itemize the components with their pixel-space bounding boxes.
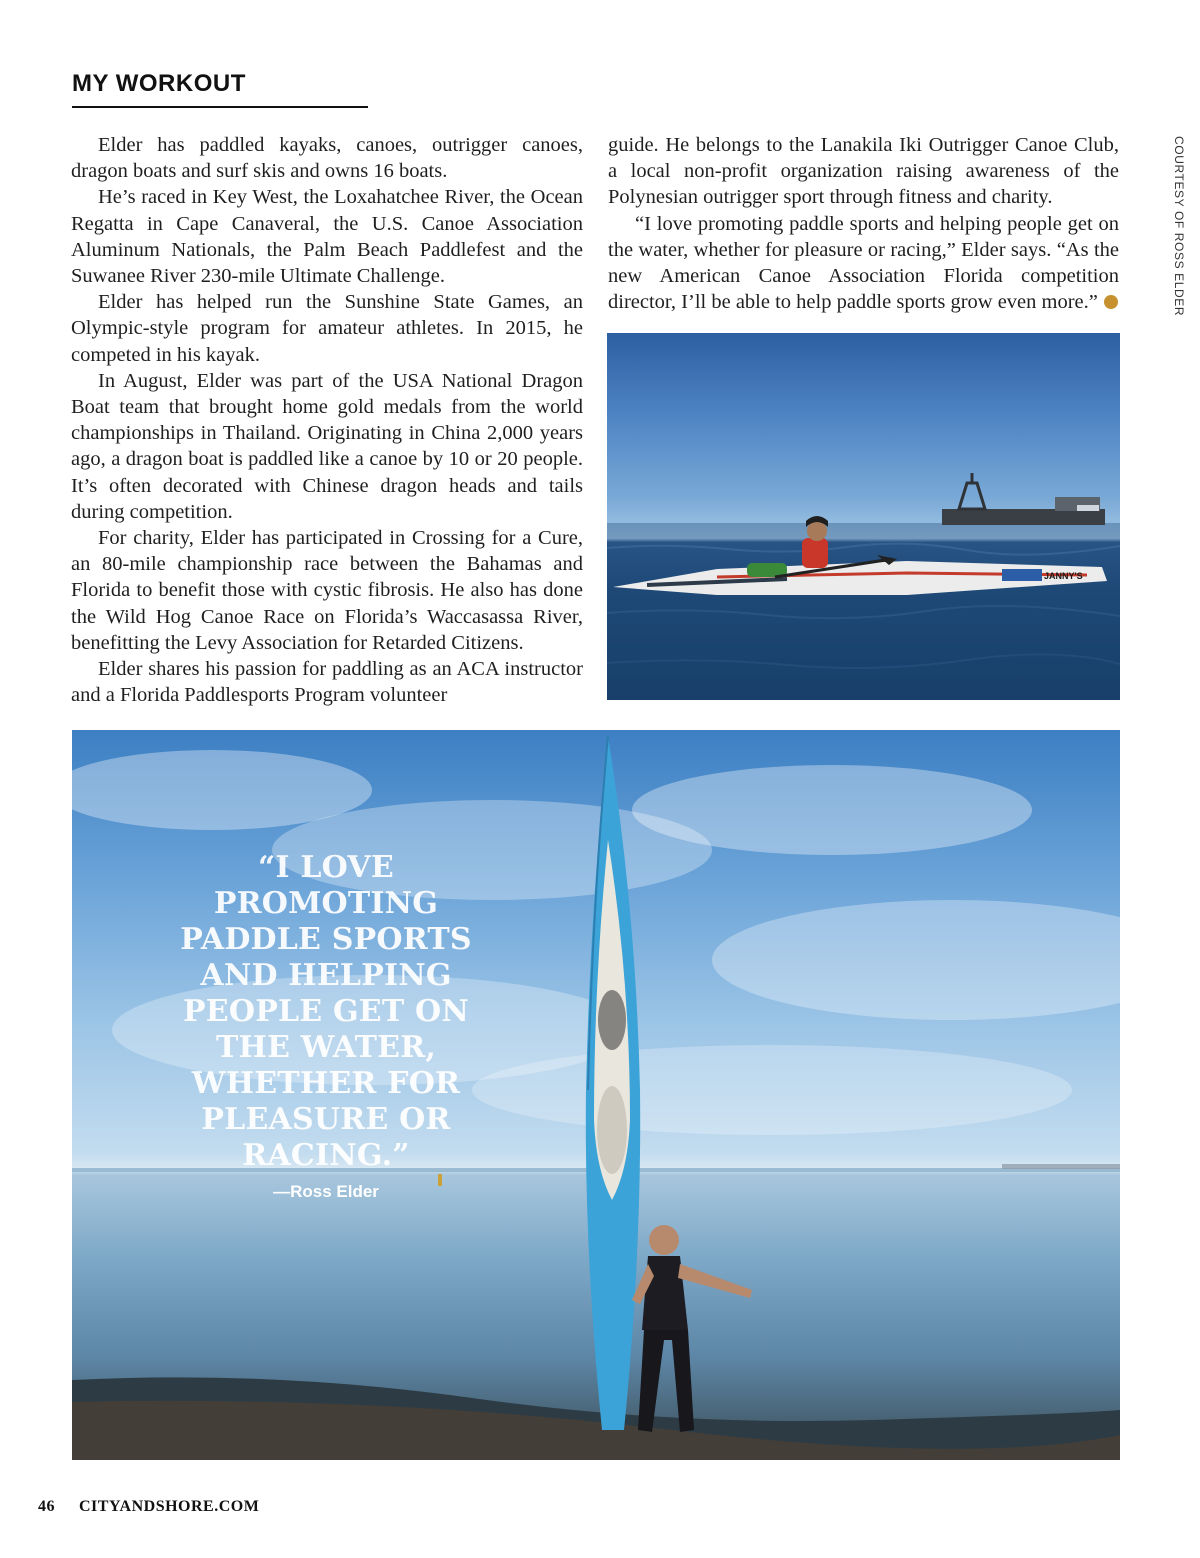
pull-quote-attribution: —Ross Elder bbox=[273, 1182, 379, 1201]
kayaker-scene bbox=[607, 333, 1120, 700]
man-figure-shape bbox=[632, 1225, 752, 1432]
end-mark-icon bbox=[1104, 295, 1118, 309]
paragraph: Elder has helped run the Sunshine State Games, an Olympic-style program for amateur athletes. In 2015, he competed in his kayak. bbox=[71, 291, 583, 366]
kayak-sign: JANNY'S bbox=[1044, 571, 1083, 581]
article-column-right bbox=[608, 132, 1119, 315]
kayaker-at-sea-photo bbox=[607, 333, 1120, 700]
paragraph: guide. He belongs to the Lanakila Iki Outrigger Canoe Club, a local non-profit organization raising awareness of the Polynesian outrigger sport through fitness and charity. bbox=[608, 134, 1119, 209]
page-footer bbox=[38, 1498, 259, 1516]
pull-quote: “I LOVE PROMOTING PADDLE SPORTS AND HELPING PEOPLE GET ON THE WATER, WHETHER FOR PLEASURE OR RACING.” bbox=[180, 850, 472, 1173]
paragraph: In August, Elder was part of the USA National Dragon Boat team that brought home gold medals from the world championships in Thailand. Originating in China 2,000 years ago, a dragon boat is paddled like a canoe by 10 or 20 people. It’s often decorated with Chinese dragon heads and tails during competition. bbox=[71, 369, 583, 523]
paragraph: He’s raced in Key West, the Loxahatchee River, the Ocean Regatta in Cape Canaveral, the U.S. Canoe Association Aluminum Nationals, the Palm Beach Paddlefest and the Suwanee River 230-mile Ultimate Challenge. bbox=[71, 186, 583, 288]
footer-site: CITYANDSHORE.COM bbox=[79, 1498, 260, 1515]
section-heading: MY WORKOUT bbox=[72, 70, 368, 108]
paragraph: Elder shares his passion for paddling as an ACA instructor and a Florida Paddlesports Program volunteer bbox=[71, 658, 583, 707]
paragraph-closing bbox=[608, 211, 1119, 316]
article-column-left bbox=[71, 132, 583, 708]
photo-credit: COURTESY OF ROSS ELDER bbox=[1172, 136, 1186, 317]
paragraph: Elder has paddled kayaks, canoes, outrigger canoes, dragon boats and surf skis and owns 16 boats. bbox=[71, 134, 583, 183]
barge-shape bbox=[942, 473, 1105, 525]
paragraph: For charity, Elder has participated in Crossing for a Cure, an 80-mile championship race between the Bahamas and Florida to benefit those with cystic fibrosis. He also has done the Wild Hog Canoe Race on Florida’s Waccasassa River, benefitting the Levy Association for Retarded Citizens. bbox=[71, 527, 583, 654]
page-number: 46 bbox=[38, 1498, 55, 1515]
closing-text: “I love promoting paddle sports and helping people get on the water, whether for pleasure or racing,” Elder says. “As the new American Canoe Association Florida competition director, I’ll be able to help paddle sports grow even more.” bbox=[608, 212, 1119, 314]
